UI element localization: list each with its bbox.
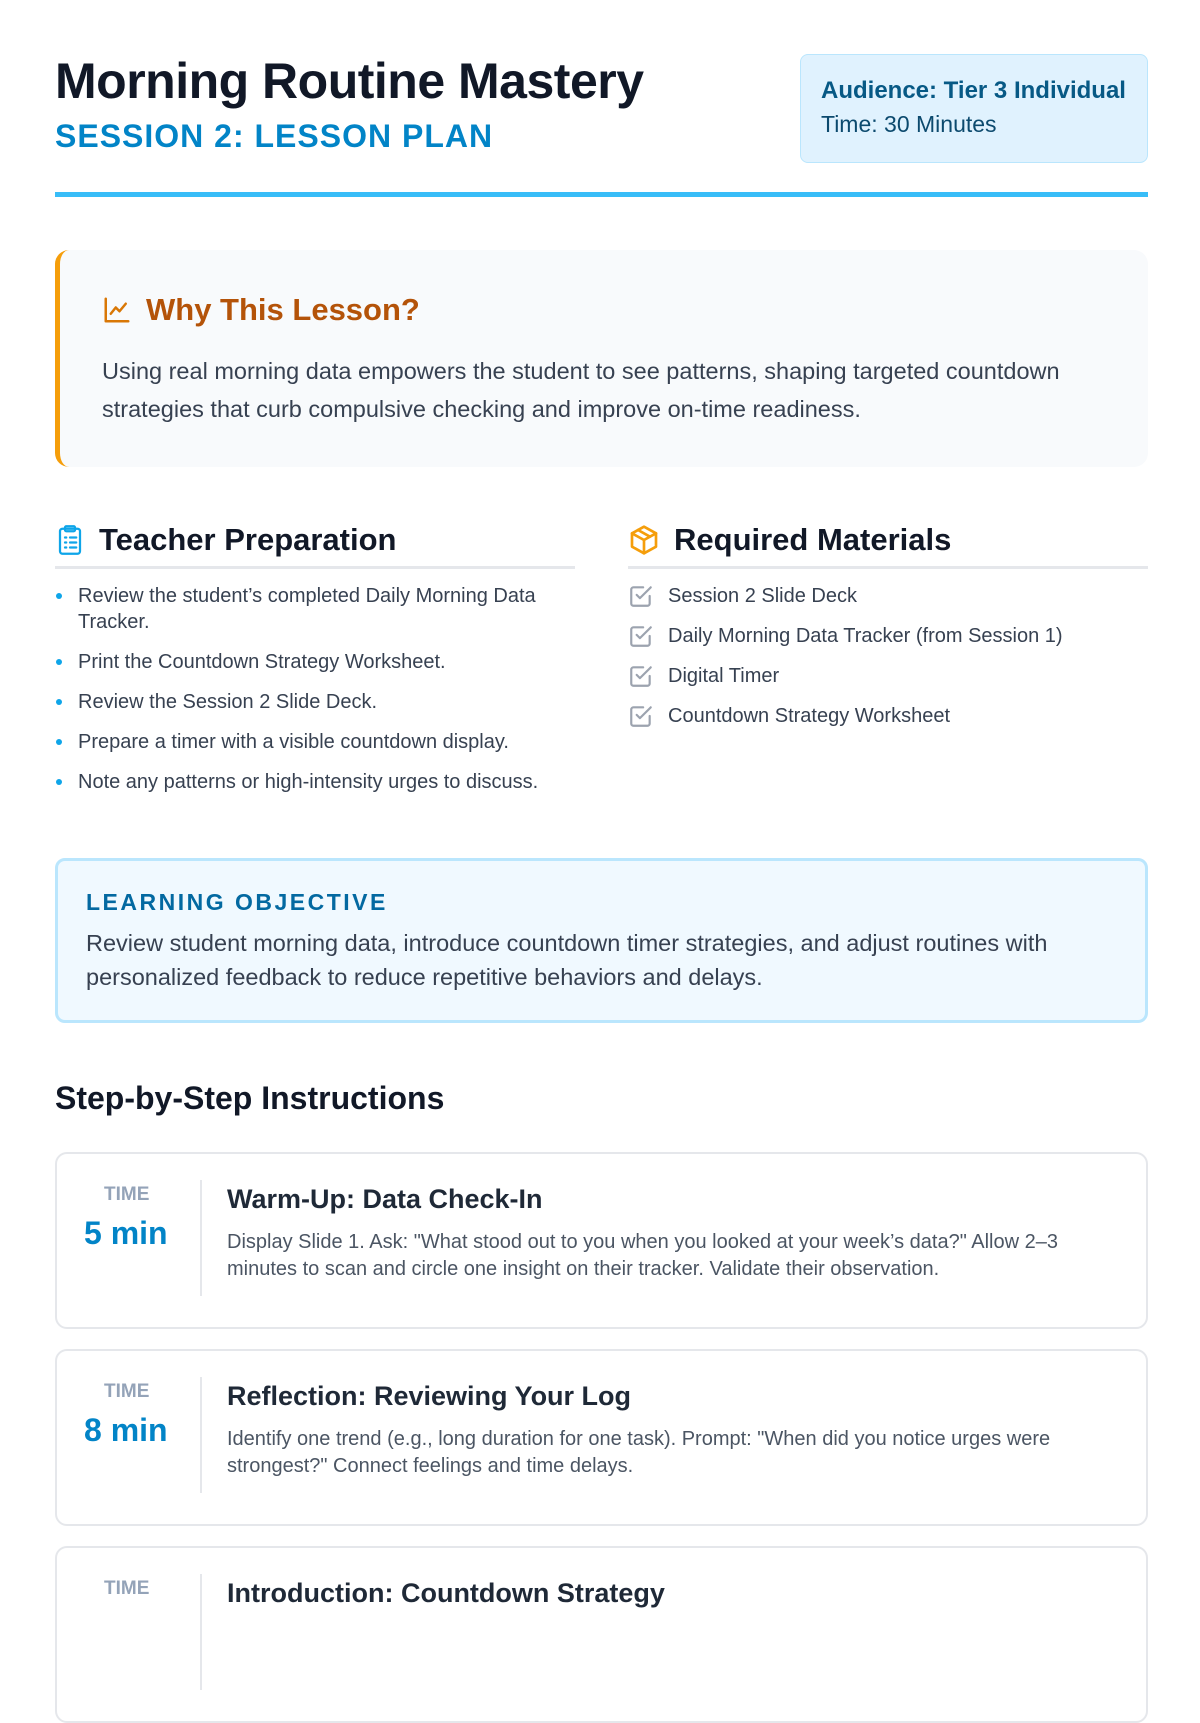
checkbox-checked-icon [628,623,654,649]
page-subtitle: SESSION 2: LESSON PLAN [55,118,494,154]
checkbox-checked-icon [628,583,654,609]
list-item [628,703,1148,729]
list-item [628,583,1148,609]
material-label: Countdown Strategy Worksheet [668,705,951,727]
why-header [102,292,1106,328]
list-item [628,623,1148,649]
required-materials-header [628,522,1148,569]
step-description: Display Slide 1. Ask: "What stood out to you when you looked at your week’s data?" Allow 2–3 minutes to scan and circle one insight on their tracker. Validate their observation. [227,1231,1058,1280]
teacher-preparation-section [55,522,575,809]
step-time-column [57,1180,202,1296]
why-text: Using real morning data empowers the student to see patterns, shaping targeted countdown strategies that curb compulsive checking and improve on-time readiness. [102,358,1060,422]
teacher-preparation-list [55,583,575,795]
step-body [227,1578,1117,1623]
material-label: Session 2 Slide Deck [668,585,857,607]
why-title: Why This Lesson? [146,292,420,327]
list-item: Review the student’s completed Daily Morning Data Tracker. [55,583,575,635]
time-value: 8 min [84,1412,168,1448]
time-value: 5 min [84,1215,168,1251]
why-this-lesson-callout [55,250,1148,467]
chart-line-icon [102,295,132,325]
page-title: Morning Routine Mastery [55,53,644,109]
audience-label: Audience: Tier 3 Individual [821,77,1126,104]
learning-objective-label: LEARNING OBJECTIVE [86,889,388,915]
step-card [55,1546,1148,1723]
learning-objective-box [55,858,1148,1023]
list-item: Note any patterns or high-intensity urges to discuss. [55,769,575,795]
step-time-column [57,1574,202,1690]
material-label: Daily Morning Data Tracker (from Session 1) [668,625,1063,647]
steps-section-title: Step-by-Step Instructions [55,1080,445,1116]
required-materials-title: Required Materials [674,522,952,557]
step-time-column [57,1377,202,1493]
checkbox-checked-icon [628,663,654,689]
list-item: Review the Session 2 Slide Deck. [55,689,575,715]
list-item: Prepare a timer with a visible countdown display. [55,729,575,755]
required-materials-section [628,522,1148,743]
step-body [227,1381,1117,1480]
duration-label: Time: 30 Minutes [821,111,997,137]
list-item: Print the Countdown Strategy Worksheet. [55,649,575,675]
lesson-plan-page [55,0,1148,1608]
step-description: Identify one trend (e.g., long duration for one task). Prompt: "When did you notice urges were strongest?" Connect feelings and time delays. [227,1428,1051,1477]
step-card [55,1349,1148,1526]
step-body [227,1184,1117,1283]
session-meta-box [800,54,1148,163]
teacher-preparation-title: Teacher Preparation [99,522,397,557]
header [55,0,1148,197]
checkbox-checked-icon [628,703,654,729]
material-label: Digital Timer [668,665,780,687]
step-title: Introduction: Countdown Strategy [227,1578,665,1608]
step-title: Reflection: Reviewing Your Log [227,1381,632,1411]
learning-objective-text: Review student morning data, introduce countdown timer strategies, and adjust routines with personalized feedback to reduce repetitive behaviors and delays. [86,930,1048,990]
step-card [55,1152,1148,1329]
time-label: TIME [104,1184,150,1205]
clipboard-list-icon [55,523,85,557]
time-label: TIME [104,1381,150,1402]
package-icon [628,524,660,556]
step-title: Warm-Up: Data Check-In [227,1184,543,1214]
teacher-preparation-header [55,522,575,569]
list-item [628,663,1148,689]
time-label: TIME [104,1578,150,1599]
required-materials-list [628,583,1148,729]
